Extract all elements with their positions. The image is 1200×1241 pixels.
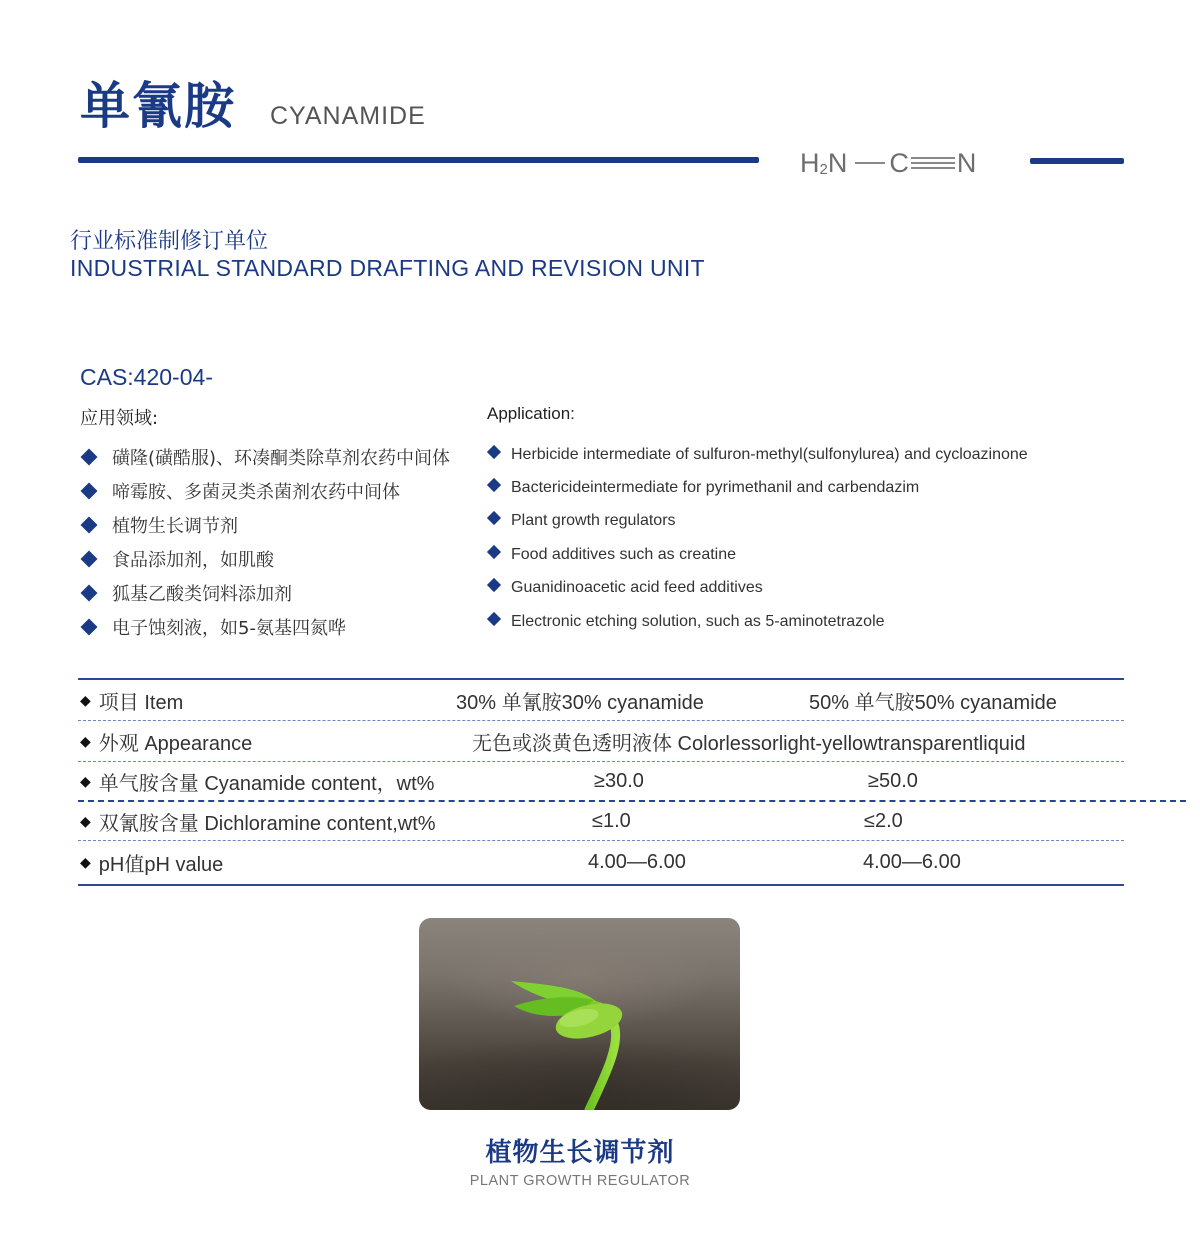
list-item-text: 狐基乙酸类饲料添加剂 xyxy=(112,584,292,605)
diamond-bullet-icon: ◆ xyxy=(80,732,91,749)
value-30: ≥30.0 xyxy=(594,769,644,792)
list-item-text: 植物生长调节剂 xyxy=(112,516,238,537)
value-50: ≤2.0 xyxy=(864,809,903,832)
diamond-bullet-icon xyxy=(81,551,98,568)
list-item-text: Electronic etching solution, such as 5-aminotetrazole xyxy=(511,612,885,630)
figure-caption-en: PLANT GROWTH REGULATOR xyxy=(469,1173,691,1189)
col-50-header: 50% 单气胺50% cyanamide xyxy=(809,691,1057,714)
applications-list-en xyxy=(488,438,1028,638)
table-row-dichloramine-content xyxy=(78,802,1124,840)
formula-h: H xyxy=(800,147,820,178)
list-item xyxy=(488,572,1028,605)
diamond-bullet-icon xyxy=(81,517,98,534)
formula-n1: N xyxy=(827,147,848,178)
row-label: 外观 Appearance xyxy=(98,732,253,755)
diamond-bullet-icon: ◆ xyxy=(80,854,91,870)
row-label: 项目 Item xyxy=(98,691,184,714)
table-row-cyanamide-content xyxy=(78,762,1124,800)
diamond-bullet-icon: ◆ xyxy=(80,812,91,829)
table-row-appearance xyxy=(78,721,1124,761)
col-30-header: 30% 单氰胺30% cyanamide xyxy=(456,691,704,714)
diamond-bullet-icon: ◆ xyxy=(80,691,91,708)
diamond-bullet-icon xyxy=(487,545,501,559)
list-item-text: Herbicide intermediate of sulfuron-methyl(sulfonylurea) and cycloazinone xyxy=(511,445,1028,463)
value-30: 4.00—6.00 xyxy=(588,851,686,873)
formula-subscript: 2 xyxy=(819,160,828,178)
list-item xyxy=(488,605,1028,638)
subtitle-cn: 行业标准制修订单位 xyxy=(70,229,269,254)
list-item-text: Plant growth regulators xyxy=(511,512,676,530)
diamond-bullet-icon xyxy=(81,585,98,602)
spec-table xyxy=(78,678,1124,886)
list-item xyxy=(82,576,450,610)
list-item xyxy=(488,471,1028,504)
diamond-bullet-icon xyxy=(81,483,98,500)
table-row-header xyxy=(78,680,1124,720)
applications-heading-en: Application: xyxy=(487,404,575,423)
row-label: 单气胺含量 Cyanamide content，wt% xyxy=(98,772,435,795)
table-row-ph xyxy=(78,841,1124,884)
product-title-cn: 单氰胺 xyxy=(80,77,236,135)
row-label: pH值pH value xyxy=(98,854,224,876)
diamond-bullet-icon xyxy=(81,619,98,636)
list-item-text: 食品添加剂，如肌酸 xyxy=(112,550,274,571)
list-item xyxy=(82,440,450,474)
row-label: 双氰胺含量 Dichloramine content,wt% xyxy=(98,812,436,835)
diamond-bullet-icon: ◆ xyxy=(80,772,91,789)
diamond-bullet-icon xyxy=(487,612,501,626)
diamond-bullet-icon xyxy=(487,445,501,459)
list-item-text: Bactericideintermediate for pyrimethanil and carbendazim xyxy=(511,479,920,497)
product-title-en: CYANAMIDE xyxy=(270,102,426,130)
chemical-formula xyxy=(800,145,976,181)
figure-caption-cn: 植物生长调节剂 xyxy=(485,1138,675,1168)
seedling-photo xyxy=(419,918,740,1110)
diamond-bullet-icon xyxy=(81,449,98,466)
list-item xyxy=(82,542,450,576)
applications-list-cn xyxy=(82,440,450,644)
formula-c: C xyxy=(889,147,909,178)
list-item xyxy=(82,610,450,644)
seedling-icon xyxy=(419,918,740,1110)
diamond-bullet-icon xyxy=(487,478,501,492)
list-item-text: 啼霉胺、多菌灵类杀菌剂农药中间体 xyxy=(112,482,400,503)
list-item-text: Food additives such as creatine xyxy=(511,545,737,563)
list-item-text: 电子蚀刻液，如5-氨基四氮哗 xyxy=(112,618,346,639)
header-divider xyxy=(78,157,759,163)
list-item xyxy=(82,508,450,542)
list-item xyxy=(488,438,1028,471)
diamond-bullet-icon xyxy=(487,511,501,525)
header-divider-right xyxy=(1030,158,1124,164)
appearance-value: 无色或淡黄色透明液体 Colorlessorlight-yellowtransparentliquid xyxy=(472,732,1026,755)
diamond-bullet-icon xyxy=(487,578,501,592)
value-50: ≥50.0 xyxy=(868,769,918,792)
list-item xyxy=(488,538,1028,571)
table-bottom-rule xyxy=(78,884,1124,886)
subtitle-en: INDUSTRIAL STANDARD DRAFTING AND REVISION UNIT xyxy=(70,255,705,281)
list-item xyxy=(82,474,450,508)
applications-heading-cn: 应用领域: xyxy=(80,408,159,429)
value-50: 4.00—6.00 xyxy=(863,851,961,873)
cas-number: CAS:420-04- xyxy=(80,364,213,390)
single-bond-icon xyxy=(855,162,885,164)
list-item-text: 磺隆(磺酷服)、环凑酮类除草剂农药中间体 xyxy=(112,448,451,469)
list-item-text: Guanidinoacetic acid feed additives xyxy=(511,579,763,597)
list-item xyxy=(488,505,1028,538)
formula-n2: N xyxy=(956,147,977,178)
value-30: ≤1.0 xyxy=(592,809,631,832)
triple-bond-icon xyxy=(911,157,955,169)
